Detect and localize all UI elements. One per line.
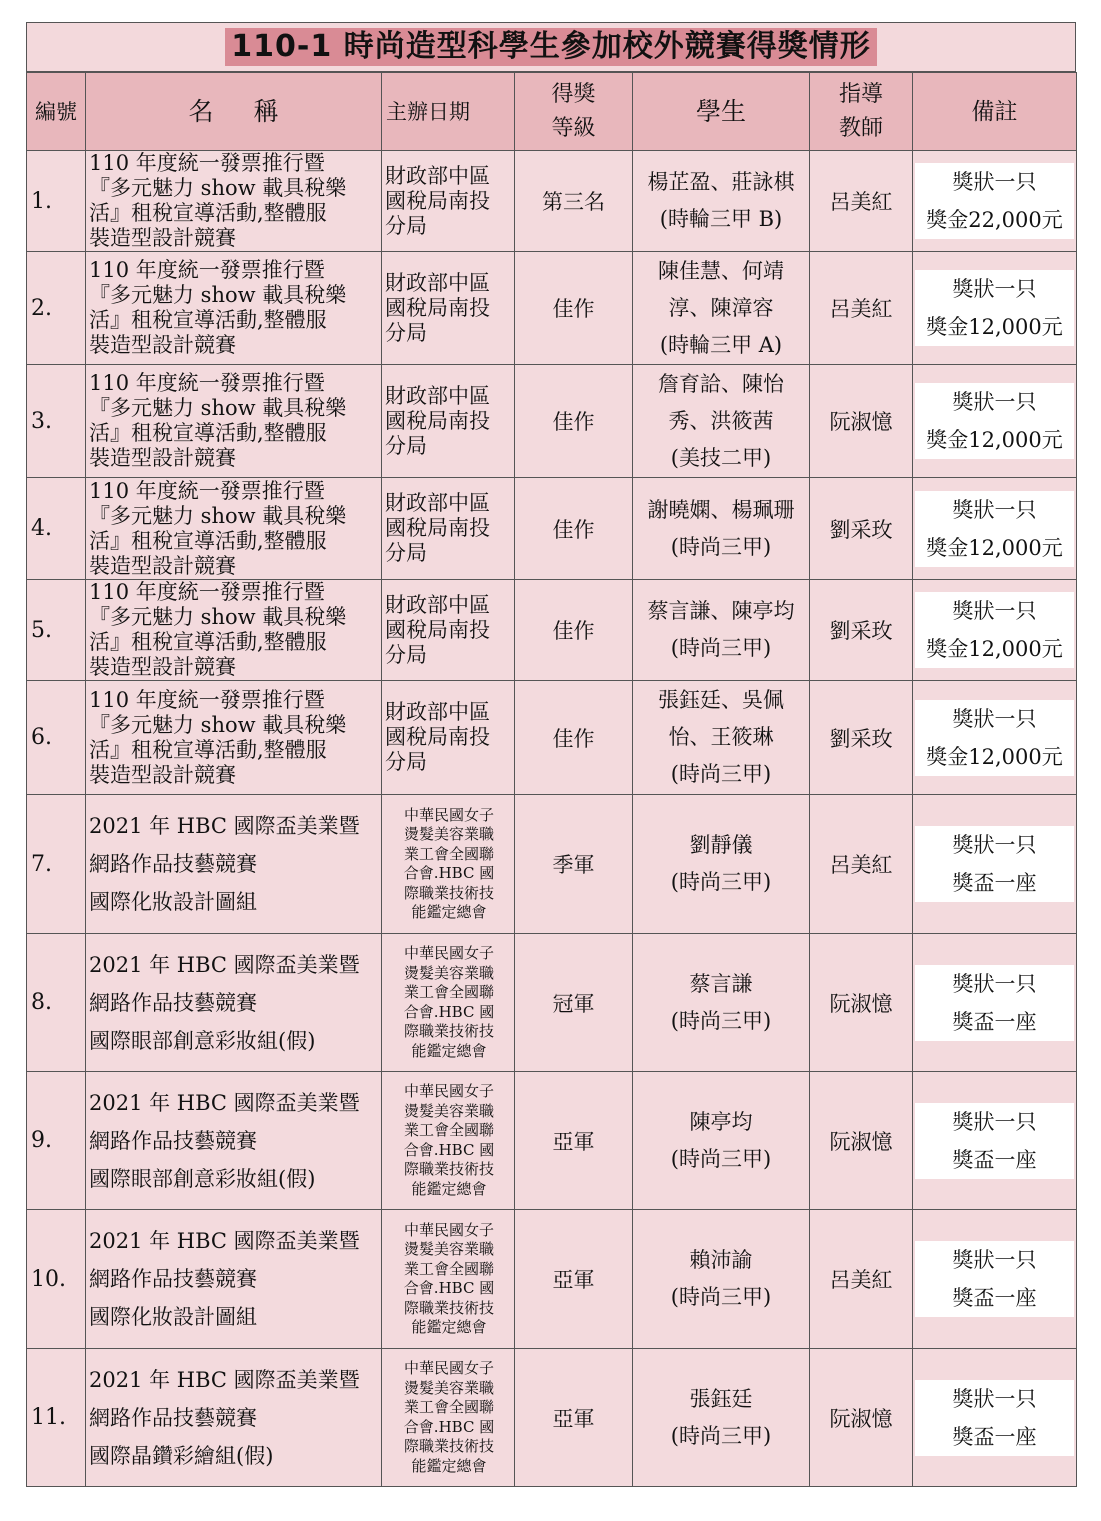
- competition-name: [86, 1349, 382, 1487]
- cell-line: 淳、陳漳容: [668, 295, 774, 320]
- note-box: [915, 1241, 1074, 1317]
- cell-line: 獎狀一只: [952, 1109, 1037, 1134]
- cell-line: 2021 年 HBC 國際盃美業暨: [89, 814, 360, 838]
- award-rank: [515, 681, 633, 795]
- cell-line: 分局: [385, 433, 427, 458]
- cell-line: 業工會全國聯: [403, 844, 494, 863]
- cell-line: 網路作品技藝競賽: [89, 1267, 257, 1291]
- teacher: [810, 681, 913, 795]
- cell-line: 活』租稅宣導活動,整體服: [89, 528, 327, 553]
- cell-line: 張鈺廷: [689, 1386, 753, 1411]
- table-row: [27, 252, 1077, 365]
- cell-line: 國際眼部創意彩妝組(假): [89, 1028, 316, 1053]
- row-number: [27, 1210, 86, 1349]
- cell-line: 燙髮美容業職: [403, 1101, 494, 1120]
- organizer: [382, 151, 515, 252]
- note: [913, 478, 1077, 580]
- cell-line: 分局: [385, 541, 427, 565]
- cell-text: 呂美紅: [829, 1268, 893, 1292]
- cell-line: 業工會全國聯: [403, 983, 494, 1001]
- cell-text: 亞軍: [552, 1129, 595, 1154]
- teacher: [810, 252, 913, 365]
- cell-line: 謝曉嫻、楊珮珊: [647, 497, 795, 522]
- row-number: [27, 252, 86, 365]
- cell-line: 國際眼部創意彩妝組(假): [89, 1166, 316, 1191]
- award-rank: [515, 795, 633, 934]
- cell-line: 國稅局南投: [385, 295, 490, 320]
- cell-line: 國稅局南投: [385, 617, 490, 642]
- row-number: [27, 1349, 86, 1487]
- row-number: [27, 1072, 86, 1210]
- cell-line: 獎盃一座: [952, 1286, 1037, 1310]
- teacher: [810, 580, 913, 681]
- cell-text: 呂美紅: [829, 853, 893, 877]
- cell-line: 蔡言謙、陳亭均: [647, 599, 795, 623]
- cell-line: 能鑑定總會: [411, 1041, 487, 1060]
- cell-text: 1.: [31, 188, 52, 214]
- cell-line: 裝造型設計競賽: [89, 226, 236, 250]
- cell-line: 中華民國女子: [403, 805, 494, 824]
- cell-line: 活』租稅宣導活動,整體服: [89, 630, 327, 654]
- cell-line: 合會.HBC 國: [403, 864, 495, 882]
- cell-line: (美技二甲): [670, 445, 772, 470]
- cell-text: 呂美紅: [829, 297, 893, 321]
- teacher: [810, 151, 913, 252]
- award-rank: [515, 478, 633, 580]
- cell-line: 獎狀一只: [952, 1248, 1037, 1272]
- cell-line: 中華民國女子: [403, 1220, 494, 1239]
- cell-line: 獎狀一只: [952, 170, 1037, 194]
- header-note: 備註: [913, 73, 1077, 151]
- award-rank: [515, 151, 633, 252]
- cell-line: (時輪三甲 A): [659, 332, 783, 357]
- cell-text: 5.: [31, 617, 52, 643]
- table-row: [27, 151, 1077, 252]
- cell-line: 怡、王筱琳: [668, 725, 774, 749]
- cell-text: 冠軍: [552, 991, 595, 1016]
- teacher: [810, 365, 913, 478]
- cell-line: 能鑑定總會: [411, 1318, 487, 1336]
- cell-line: 活』租稅宣導活動,整體服: [89, 201, 327, 225]
- cell-line: 獎金12,000元: [926, 315, 1063, 339]
- cell-line: 國稅局南投: [385, 516, 490, 540]
- cell-line: 獎盃一座: [952, 871, 1037, 895]
- table-row: [27, 1349, 1077, 1487]
- cell-line: 110 年度統一發票推行暨: [89, 687, 325, 712]
- cell-line: 中華民國女子: [403, 1359, 494, 1377]
- cell-line: 分局: [385, 320, 427, 345]
- award-rank: [515, 1072, 633, 1210]
- cell-text: 第三名: [542, 190, 605, 214]
- cell-line: 裝造型設計競賽: [89, 762, 236, 787]
- cell-line: 業工會全國聯: [403, 1121, 494, 1139]
- cell-line: 裝造型設計競賽: [89, 553, 236, 578]
- students: [633, 580, 810, 681]
- cell-line: 獎金12,000元: [926, 637, 1063, 661]
- note-box: [915, 1103, 1074, 1179]
- organizer: [382, 1349, 515, 1487]
- note: [913, 934, 1077, 1072]
- cell-line: (時尚三甲): [670, 762, 772, 786]
- competition-name: [86, 1072, 382, 1210]
- cell-text: 阮淑憶: [829, 410, 893, 434]
- cell-line: 裝造型設計競賽: [89, 333, 236, 357]
- cell-line: 國稅局南投: [385, 188, 490, 213]
- note: [913, 1349, 1077, 1487]
- cell-line: 『多元魅力 show 載具稅樂: [89, 712, 347, 737]
- cell-text: 6.: [31, 725, 52, 750]
- header-name: 名 稱: [86, 73, 382, 151]
- note-box: [915, 965, 1074, 1041]
- teacher: [810, 795, 913, 934]
- competition-name: [86, 252, 382, 365]
- cell-line: 合會.HBC 國: [403, 1140, 495, 1159]
- cell-line: 詹育詥、陳怡: [658, 371, 784, 396]
- cell-line: 秀、洪筱茜: [668, 408, 774, 433]
- cell-line: 國際化妝設計圖組: [89, 1305, 257, 1329]
- header-teacher: 指導 教師: [810, 73, 913, 151]
- cell-line: 獎金22,000元: [926, 208, 1063, 232]
- cell-text: 3.: [31, 408, 52, 434]
- teacher: [810, 1210, 913, 1349]
- cell-line: 際職業技術技: [403, 883, 494, 902]
- cell-line: 110 年度統一發票推行暨: [89, 258, 325, 282]
- cell-line: 際職業技術技: [403, 1160, 494, 1178]
- cell-line: 際職業技術技: [403, 1437, 494, 1455]
- cell-line: 『多元魅力 show 載具稅樂: [89, 503, 347, 528]
- note-box: [915, 592, 1074, 668]
- students: [633, 795, 810, 934]
- organizer: [382, 681, 515, 795]
- students: [633, 252, 810, 365]
- cell-text: 劉采玫: [829, 619, 893, 643]
- cell-text: 4.: [31, 516, 52, 541]
- cell-text: 佳作: [552, 726, 595, 751]
- cell-line: 2021 年 HBC 國際盃美業暨: [89, 1367, 360, 1392]
- cell-text: 劉采玫: [829, 517, 893, 542]
- cell-text: 佳作: [552, 410, 595, 434]
- header-rank: 得獎 等級: [515, 73, 633, 151]
- note: [913, 1210, 1077, 1349]
- cell-line: 國稅局南投: [385, 408, 490, 433]
- table-row: [27, 365, 1077, 478]
- row-number: [27, 795, 86, 934]
- cell-line: 財政部中區: [385, 163, 490, 188]
- competition-name: [86, 151, 382, 252]
- note-box: [915, 826, 1074, 902]
- header-student: 學生: [633, 73, 810, 151]
- cell-line: 網路作品技藝競賽: [89, 1128, 257, 1153]
- note-box: [915, 700, 1074, 776]
- note: [913, 795, 1077, 934]
- organizer: [382, 1210, 515, 1349]
- cell-line: 際職業技術技: [403, 1022, 494, 1040]
- cell-line: 『多元魅力 show 載具稅樂: [89, 283, 347, 307]
- table-row: [27, 795, 1077, 934]
- cell-line: 蔡言謙: [689, 971, 753, 996]
- cell-line: 財政部中區: [385, 491, 490, 515]
- cell-line: 獎狀一只: [952, 497, 1037, 522]
- cell-text: 佳作: [552, 517, 595, 542]
- table-row: [27, 478, 1077, 580]
- cell-line: 際職業技術技: [403, 1298, 494, 1317]
- cell-line: 2021 年 HBC 國際盃美業暨: [89, 952, 360, 977]
- cell-text: 佳作: [552, 297, 595, 321]
- note-box: [915, 270, 1074, 346]
- cell-line: 張鈺廷、吳佩: [658, 688, 784, 712]
- cell-line: 陳佳慧、何靖: [658, 258, 784, 283]
- award-rank: [515, 934, 633, 1072]
- cell-line: 燙髮美容業職: [403, 1378, 494, 1397]
- cell-line: 獎狀一只: [952, 599, 1037, 623]
- cell-line: 能鑑定總會: [411, 1179, 487, 1198]
- organizer: [382, 365, 515, 478]
- cell-text: 劉采玫: [829, 726, 893, 751]
- students: [633, 478, 810, 580]
- cell-line: (時尚三甲): [670, 1146, 772, 1171]
- competition-name: [86, 580, 382, 681]
- cell-line: 獎金12,000元: [926, 744, 1063, 769]
- cell-line: (時尚三甲): [670, 636, 772, 660]
- cell-line: (時尚三甲): [670, 870, 772, 894]
- cell-line: 劉靜儀: [689, 833, 753, 857]
- cell-line: 陳亭均: [689, 1109, 753, 1134]
- cell-line: 網路作品技藝競賽: [89, 1405, 257, 1430]
- teacher: [810, 934, 913, 1072]
- cell-line: 分局: [385, 750, 427, 774]
- teacher: [810, 1349, 913, 1487]
- note-box: [915, 1380, 1074, 1456]
- note-box: [915, 491, 1074, 567]
- organizer: [382, 934, 515, 1072]
- cell-line: 中華民國女子: [403, 944, 494, 962]
- award-rank: [515, 1210, 633, 1349]
- cell-line: 110 年度統一發票推行暨: [89, 580, 325, 604]
- table-row: [27, 1210, 1077, 1349]
- note-box: [915, 163, 1074, 239]
- cell-line: 獎盃一座: [952, 1009, 1037, 1034]
- cell-text: 亞軍: [552, 1406, 595, 1431]
- cell-line: 獎狀一只: [952, 390, 1037, 414]
- cell-line: 活』租稅宣導活動,整體服: [89, 737, 327, 762]
- cell-line: 獎金12,000元: [926, 535, 1063, 560]
- cell-line: 2021 年 HBC 國際盃美業暨: [89, 1090, 360, 1115]
- cell-line: 110 年度統一發票推行暨: [89, 151, 325, 175]
- table-row: [27, 681, 1077, 795]
- cell-line: 獎盃一座: [952, 1147, 1037, 1172]
- cell-line: 獎狀一只: [952, 971, 1037, 996]
- cell-line: 國稅局南投: [385, 725, 490, 749]
- cell-line: (時尚三甲): [670, 1008, 772, 1033]
- cell-line: 賴沛諭: [689, 1248, 753, 1272]
- cell-text: 10.: [31, 1266, 66, 1292]
- table-row: [27, 580, 1077, 681]
- cell-line: 合會.HBC 國: [403, 1279, 495, 1297]
- students: [633, 1349, 810, 1487]
- cell-text: 佳作: [552, 619, 595, 643]
- header-host: 主辦日期: [382, 73, 515, 151]
- awards-table: [26, 72, 1077, 1487]
- cell-line: 『多元魅力 show 載具稅樂: [89, 605, 347, 629]
- row-number: [27, 934, 86, 1072]
- cell-line: 國際晶鑽彩繪組(假): [89, 1443, 274, 1468]
- cell-line: 燙髮美容業職: [403, 825, 494, 843]
- cell-line: 財政部中區: [385, 592, 490, 617]
- table-row: [27, 1072, 1077, 1210]
- organizer: [382, 795, 515, 934]
- competition-name: [86, 478, 382, 580]
- cell-line: 財政部中區: [385, 383, 490, 408]
- cell-text: 8.: [31, 990, 52, 1015]
- cell-text: 季軍: [552, 853, 595, 877]
- row-number: [27, 478, 86, 580]
- students: [633, 1072, 810, 1210]
- students: [633, 934, 810, 1072]
- award-rank: [515, 1349, 633, 1487]
- cell-line: 合會.HBC 國: [403, 1417, 495, 1436]
- cell-line: 財政部中區: [385, 270, 490, 295]
- cell-line: (時輪三甲 B): [659, 207, 783, 231]
- note: [913, 580, 1077, 681]
- cell-line: 能鑑定總會: [411, 903, 487, 921]
- competition-name: [86, 681, 382, 795]
- students: [633, 365, 810, 478]
- note: [913, 365, 1077, 478]
- students: [633, 681, 810, 795]
- note: [913, 1072, 1077, 1210]
- competition-name: [86, 795, 382, 934]
- award-rank: [515, 252, 633, 365]
- competition-name: [86, 934, 382, 1072]
- organizer: [382, 478, 515, 580]
- organizer: [382, 252, 515, 365]
- row-number: [27, 151, 86, 252]
- cell-line: 110 年度統一發票推行暨: [89, 371, 325, 395]
- cell-line: 業工會全國聯: [403, 1259, 494, 1278]
- cell-line: 中華民國女子: [403, 1082, 494, 1100]
- cell-line: 楊芷盈、莊詠棋: [647, 170, 795, 194]
- cell-text: 亞軍: [552, 1268, 595, 1292]
- cell-text: 阮淑憶: [829, 1406, 893, 1431]
- cell-line: 財政部中區: [385, 700, 490, 724]
- cell-line: 業工會全國聯: [403, 1398, 494, 1416]
- note: [913, 681, 1077, 795]
- cell-line: 獎狀一只: [952, 277, 1037, 301]
- row-number: [27, 681, 86, 795]
- cell-line: 獎金12,000元: [926, 428, 1063, 452]
- cell-line: 分局: [385, 213, 427, 238]
- students: [633, 1210, 810, 1349]
- cell-line: 分局: [385, 642, 427, 667]
- award-rank: [515, 580, 633, 681]
- row-number: [27, 365, 86, 478]
- teacher: [810, 1072, 913, 1210]
- title-row: [27, 23, 1075, 72]
- cell-line: 2021 年 HBC 國際盃美業暨: [89, 1229, 360, 1253]
- note-box: [915, 383, 1074, 459]
- cell-line: 網路作品技藝競賽: [89, 990, 257, 1015]
- note: [913, 252, 1077, 365]
- cell-text: 7.: [31, 851, 52, 877]
- award-document: [26, 22, 1076, 1486]
- cell-line: (時尚三甲): [670, 534, 772, 559]
- cell-text: 阮淑憶: [829, 1129, 893, 1154]
- cell-line: 國際化妝設計圖組: [89, 890, 257, 914]
- row-number: [27, 580, 86, 681]
- cell-line: 燙髮美容業職: [403, 1240, 494, 1258]
- cell-line: 獎盃一座: [952, 1424, 1037, 1449]
- cell-line: 110 年度統一發票推行暨: [89, 478, 325, 503]
- cell-text: 阮淑憶: [829, 991, 893, 1016]
- cell-text: 呂美紅: [829, 190, 893, 214]
- cell-line: (時尚三甲): [670, 1423, 772, 1448]
- award-rank: [515, 365, 633, 478]
- students: [633, 151, 810, 252]
- cell-line: 裝造型設計競賽: [89, 446, 236, 470]
- organizer: [382, 1072, 515, 1210]
- cell-line: 獎狀一只: [952, 706, 1037, 731]
- header-num: 編號: [27, 73, 86, 151]
- cell-line: 『多元魅力 show 載具稅樂: [89, 396, 347, 420]
- note: [913, 151, 1077, 252]
- organizer: [382, 580, 515, 681]
- competition-name: [86, 365, 382, 478]
- cell-text: 11.: [31, 1405, 66, 1430]
- cell-line: 『多元魅力 show 載具稅樂: [89, 176, 347, 200]
- cell-text: 9.: [31, 1128, 52, 1153]
- page-title: 110-1 時尚造型科學生參加校外競賽得獎情形: [225, 28, 876, 66]
- cell-line: 獎狀一只: [952, 1386, 1037, 1411]
- cell-line: 活』租稅宣導活動,整體服: [89, 421, 327, 445]
- cell-line: 裝造型設計競賽: [89, 655, 236, 679]
- table-row: [27, 934, 1077, 1072]
- teacher: [810, 478, 913, 580]
- competition-name: [86, 1210, 382, 1349]
- cell-line: 燙髮美容業職: [403, 963, 494, 982]
- cell-line: 活』租稅宣導活動,整體服: [89, 308, 327, 332]
- header-row: [27, 73, 1077, 151]
- cell-line: 網路作品技藝競賽: [89, 852, 257, 876]
- cell-line: 獎狀一只: [952, 833, 1037, 857]
- cell-line: 能鑑定總會: [411, 1456, 487, 1475]
- cell-line: 合會.HBC 國: [403, 1002, 495, 1021]
- cell-text: 2.: [31, 295, 52, 321]
- cell-line: (時尚三甲): [670, 1285, 772, 1309]
